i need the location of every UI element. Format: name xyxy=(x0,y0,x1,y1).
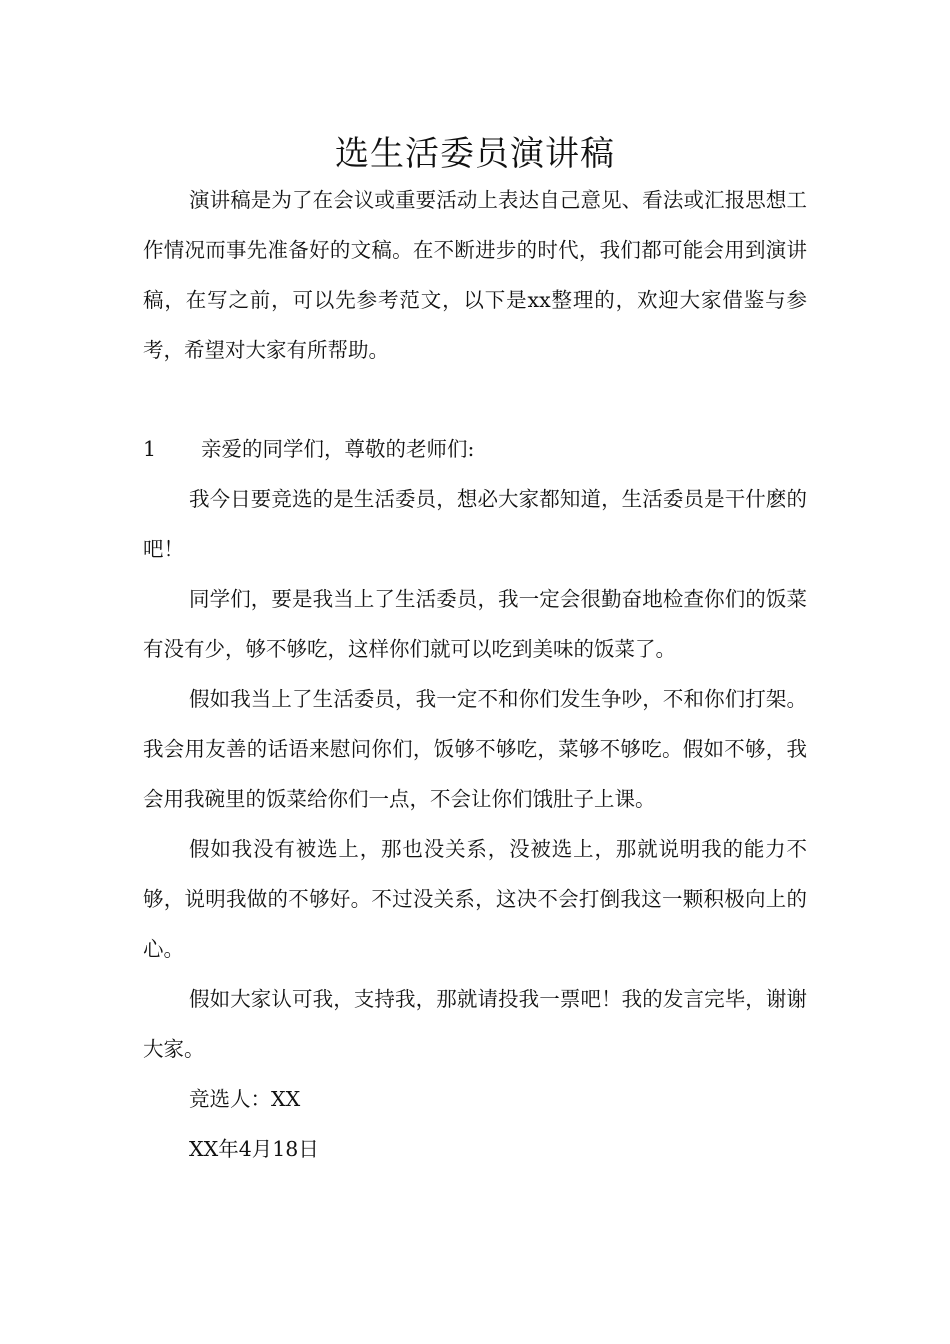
candidate-signature: 竞选人：XX xyxy=(189,1087,301,1111)
page-title: 选生活委员演讲稿 xyxy=(335,134,615,174)
body-paragraph: 假如我没有被选上，那也没关系，没被选上，那就说明我的能力不够，说明我做的不够好。不过没关系，这决不会打倒我这一颗积极向上的心。 xyxy=(143,837,807,961)
body-paragraph: 我今日要竞选的是生活委员，想必大家都知道，生活委员是干什麽的吧！ xyxy=(143,487,807,561)
document-body xyxy=(143,175,807,1174)
date-line: XX年4月18日 xyxy=(189,1137,319,1161)
salutation: 亲爱的同学们，尊敬的老师们: xyxy=(201,437,475,461)
body-paragraph: 同学们，要是我当上了生活委员，我一定会很勤奋地检查你们的饭菜有没有少，够不够吃，这样你们就可以吃到美味的饭菜了。 xyxy=(143,587,807,661)
intro-paragraph: 演讲稿是为了在会议或重要活动上表达自己意见、看法或汇报思想工作情况而事先准备好的文稿。在不断进步的时代，我们都可能会用到演讲稿，在写之前，可以先参考范文，以下是xx整理的，欢迎大家借鉴与参考，希望对大家有所帮助。 xyxy=(143,188,807,362)
salutation-line xyxy=(143,424,807,474)
body-paragraph: 假如大家认可我，支持我，那就请投我一票吧！我的发言完毕，谢谢大家。 xyxy=(143,987,807,1061)
blank-line xyxy=(143,375,807,424)
body-paragraph: 假如我当上了生活委员，我一定不和你们发生争吵，不和你们打架。我会用友善的话语来慰问你们，饭够不够吃，菜够不够吃。假如不够，我会用我碗里的饭菜给你们一点，不会让你们饿肚子上课。 xyxy=(143,687,807,811)
section-number: 1 xyxy=(143,437,157,461)
